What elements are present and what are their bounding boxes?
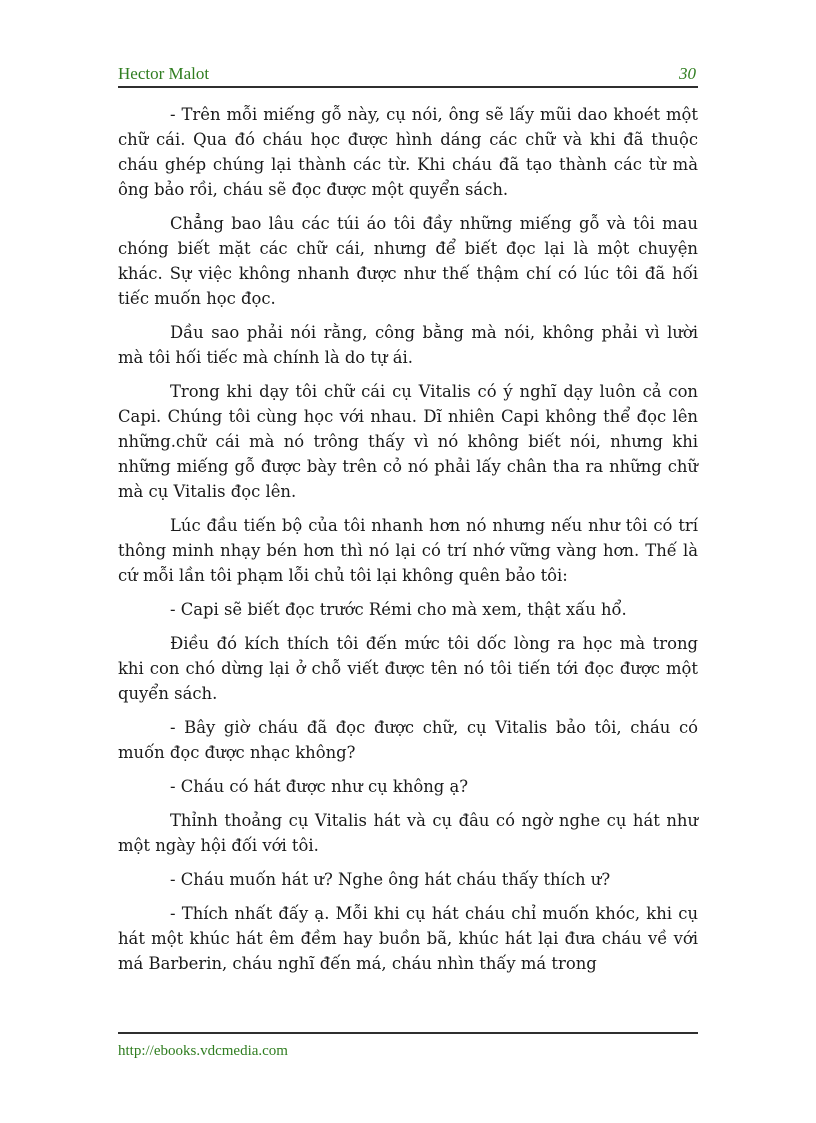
paragraph: Dầu sao phải nói rằng, công bằng mà nói, không phải vì lười mà tôi hối tiếc mà chính là do tự ái.	[118, 323, 698, 367]
paragraph: - Bây giờ cháu đã đọc được chữ, cụ Vitalis bảo tôi, cháu có muốn đọc được nhạc không?	[118, 718, 698, 762]
paragraph: Chẳng bao lâu các túi áo tôi đầy những miếng gỗ và tôi mau chóng biết mặt các chữ cái, nhưng để biết đọc lại là một chuyện khác. Sự việc không nhanh được như thế thậm chí có lúc tôi đã hối tiếc muốn học đọc.	[118, 214, 698, 308]
page-header	[118, 62, 698, 88]
paragraph: Lúc đầu tiến bộ của tôi nhanh hơn nó nhưng nếu như tôi có trí thông minh nhạy bén hơn thì nó lại có trí nhớ vững vàng hơn. Thế là cứ mỗi lần tôi phạm lỗi chủ tôi lại không quên bảo tôi:	[118, 516, 698, 585]
footer-url-link[interactable]: http://ebooks.vdcmedia.com	[118, 1043, 288, 1059]
paragraph: - Trên mỗi miếng gỗ này, cụ nói, ông sẽ lấy mũi dao khoét một chữ cái. Qua đó cháu học được hình dáng các chữ và khi đã thuộc cháu ghép chúng lại thành các từ. Khi cháu đã tạo thành các từ mà ông bảo rồi, cháu sẽ đọc được một quyển sách.	[118, 105, 698, 199]
paragraph: Thỉnh thoảng cụ Vitalis hát và cụ đâu có ngờ nghe cụ hát như một ngày hội đối với tôi.	[118, 811, 698, 855]
paragraph: Điều đó kích thích tôi đến mức tôi dốc lòng ra học mà trong khi con chó dừng lại ở chỗ viết được tên nó tôi tiến tới đọc được một quyển sách.	[118, 634, 698, 703]
paragraph: Trong khi dạy tôi chữ cái cụ Vitalis có ý nghĩ dạy luôn cả con Capi. Chúng tôi cùng học với nhau. Dĩ nhiên Capi không thể đọc lên những.chữ cái mà nó trông thấy vì nó không biết nói, nhưng khi những miếng gỗ được bày trên cỏ nó phải lấy chân tha ra những chữ mà cụ Vitalis đọc lên.	[118, 382, 698, 501]
paragraph: - Cháu muốn hát ư? Nghe ông hát cháu thấy thích ư?	[170, 870, 611, 889]
paragraph: - Cháu có hát được như cụ không ạ?	[170, 777, 469, 796]
paragraph: - Thích nhất đấy ạ. Mỗi khi cụ hát cháu chỉ muốn khóc, khi cụ hát một khúc hát êm đềm hay buồn bã, khúc hát lại đưa cháu về với má Barberin, cháu nghĩ đến má, cháu nhìn thấy má trong	[118, 904, 698, 973]
header-author: Hector Malot	[118, 64, 210, 83]
footer-divider	[118, 1032, 698, 1034]
page-number: 30	[679, 64, 696, 83]
paragraph: - Capi sẽ biết đọc trước Rémi cho mà xem, thật xấu hổ.	[170, 600, 627, 619]
page-body	[118, 102, 698, 985]
